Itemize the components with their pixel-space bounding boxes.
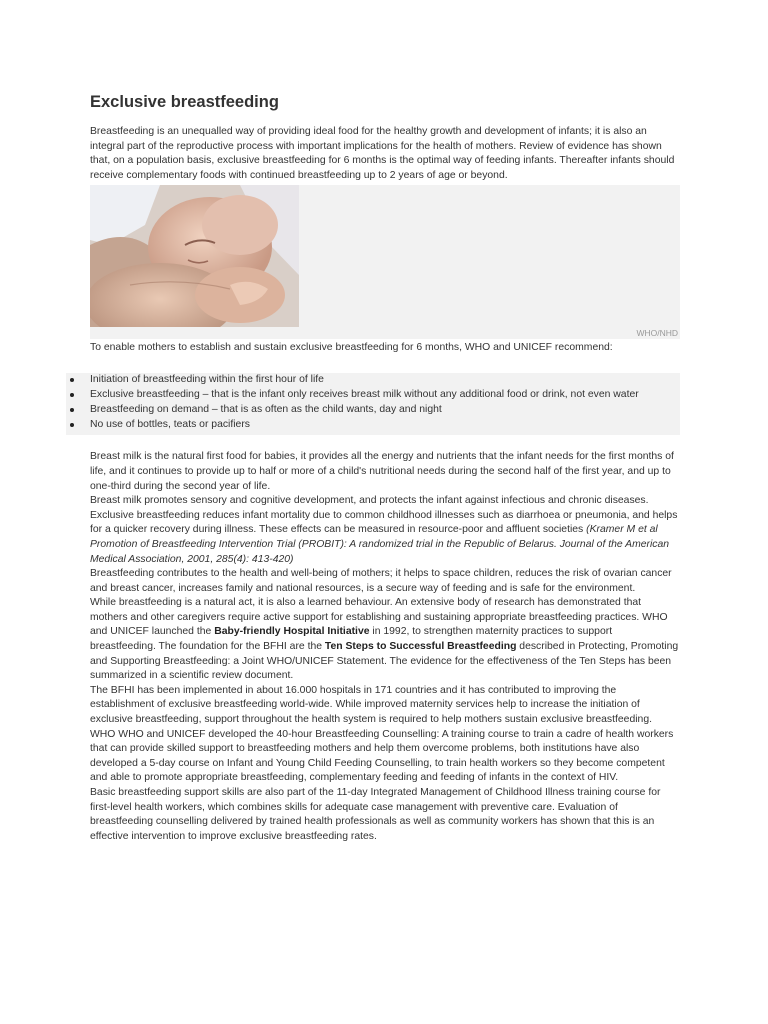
paragraph-imci-training: Basic breastfeeding support skills are also part of the 11-day Integrated Management of Childhood Illness training course for first-level health workers, which combines skills for adequate case management with preventive care. Evaluation of breastfeeding counselling delivered by trained health professionals as well as community workers has shown that this is an effective intervention to improve exclusive breastfeeding rates. [90,787,661,842]
paragraph-text: described in Protecting, Promoting and Supporting Breastfeeding: a Joint WHO/UNICEF Statement. The evidence for the effectiveness of the Ten Steps has been summarized in a scientific review document. [90,641,679,682]
list-item: Exclusive breastfeeding – that is the infant only receives breast milk without any additional food or drink, not even water [90,388,680,403]
citation: (Kramer M et al Promotion of Breastfeeding Intervention Trial (PROBIT): A randomized trial in the Republic of Belarus. Journal of the American Medical Association, 2001, 285(4): 413-420) [90,524,670,565]
ten-steps-term: Ten Steps to Successful Breastfeeding [324,641,517,653]
recommendation-list [66,373,680,435]
page-title: Exclusive breastfeeding [90,93,279,111]
recommendation-intro: To enable mothers to establish and sustain exclusive breastfeeding for 6 months, WHO and UNICEF recommend: [90,342,613,354]
paragraph-breast-milk-nutrition: Breast milk is the natural first food for babies, it provides all the energy and nutrients that the infant needs for the first months of life, and it continues to provide up to half or more of a child's nutritional needs during the second half of the first year, and up to one-third during the second year of life. [90,451,674,492]
paragraph-development-protection [90,494,680,567]
list-item: No use of bottles, teats or pacifiers [90,418,680,433]
paragraph-text: in 1992, to strengthen maternity practices to support breastfeeding. The foundation for the BFHI are the [90,626,613,653]
document-page [90,92,680,844]
photo-figure [90,185,680,339]
paragraph-text: Breast milk promotes sensory and cognitive development, and protects the infant against infectious and chronic diseases. Exclusive breastfeeding reduces infant mortality due to common childhood illnesses such as diarrhoea or pneumonia, and helps for a quicker recovery during illness. These effects can be measured in resource-poor and affluent societies [90,495,678,536]
paragraph-text: While breastfeeding is a natural act, it is also a learned behaviour. An extensive body of research has demonstrated that mothers and other caregivers require active support for establishing and sustaining appropriate breastfeeding practices. WHO and UNICEF launched the [90,597,668,638]
list-item: Breastfeeding on demand – that is as often as the child wants, day and night [90,403,680,418]
paragraph-mother-health: Breastfeeding contributes to the health and well-being of mothers; it helps to space children, reduces the risk of ovarian cancer and breast cancer, increases family and national resources, is a secure way of feeding and is safe for the environment. [90,568,672,594]
paragraph-learned-behaviour [90,596,680,684]
paragraph-counselling-course: WHO WHO and UNICEF developed the 40-hour Breastfeeding Counselling: A training course to train a cadre of health workers that can provide skilled support to breastfeeding mothers and help them overcome problems, both institutions have also developed a 5-day course on Infant and Young Child Feeding Counselling, to train health workers so they become competent and able to promote appropriate breastfeeding, complementary feeding and feeding of infants in the context of HIV. [90,728,674,784]
infant-breastfeeding-photo [90,185,299,327]
intro-paragraph: Breastfeeding is an unequalled way of providing ideal food for the healthy growth and development of infants; it is also an integral part of the reproductive process with important implications for the health of mothers. Review of evidence has shown that, on a population basis, exclusive breastfeeding for 6 months is the optimal way of feeding infants. Thereafter infants should receive complementary foods with continued breastfeeding up to 2 years of age or beyond. [90,126,675,181]
photo-credit: WHO/NHD [636,328,678,339]
bfhi-term: Baby-friendly Hospital Initiative [214,626,370,638]
body-text [90,450,680,844]
list-item: Initiation of breastfeeding within the first hour of life [90,373,680,388]
paragraph-bfhi-implementation: The BFHI has been implemented in about 16.000 hospitals in 171 countries and it has contributed to improving the establishment of exclusive breastfeeding world-wide. While improved maternity services help to increase the initiation of exclusive breastfeeding, support throughout the health system is required to help mothers sustain exclusive breastfeeding. [90,684,652,726]
